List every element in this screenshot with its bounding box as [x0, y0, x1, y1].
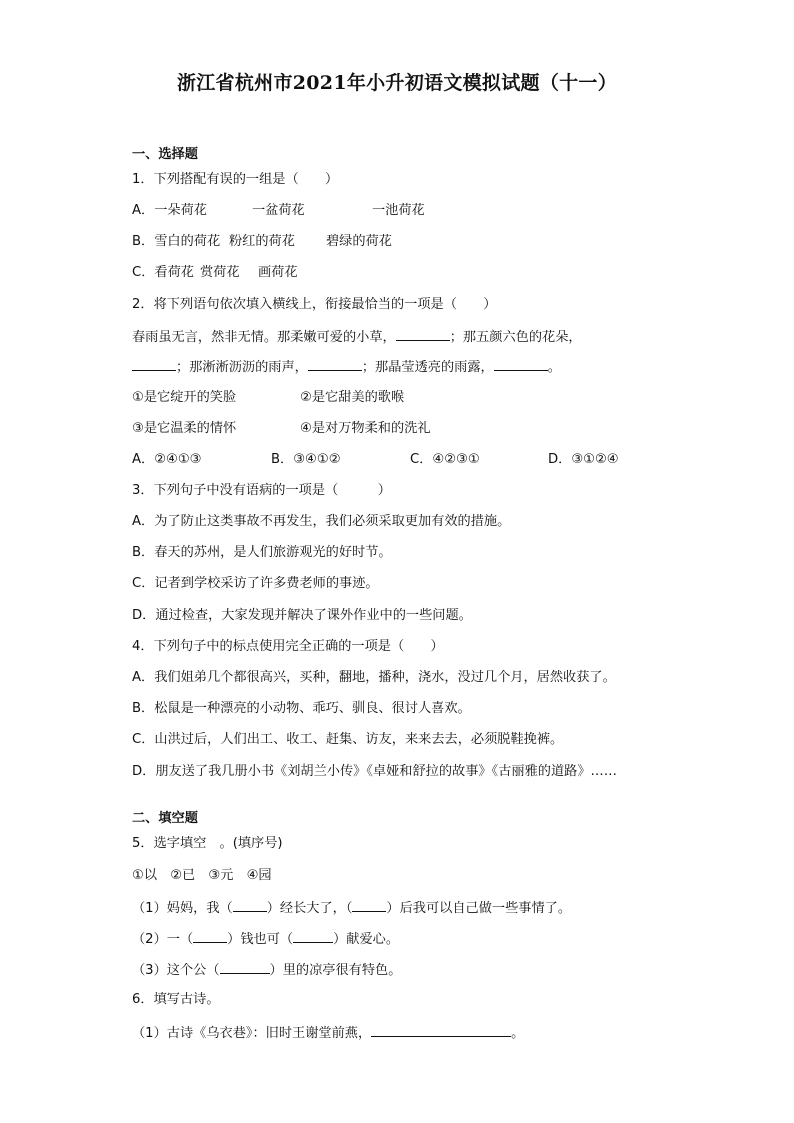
question-5-sentence-1 — [132, 898, 571, 918]
item-1: ①是它绽开的笑脸 — [132, 390, 237, 405]
option-b-item-1: B．雪白的荷花 — [132, 234, 221, 249]
answer-blank[interactable] — [132, 357, 176, 371]
option-c-item-2: 赏荷花 — [200, 265, 240, 280]
sentence-text: ）献爱心。 — [333, 932, 400, 947]
question-3-option-b: B．春天的苏州，是人们旅游观光的好时节。 — [132, 545, 392, 560]
option-a-item-2: 一盆荷花 — [252, 203, 305, 218]
question-3-option-c: C．记者到学校采访了许多费老师的事迹。 — [132, 576, 379, 591]
sentence-text: 。 — [511, 1026, 525, 1041]
question-3-option-a: A．为了防止这类事故不再发生，我们必须采取更加有效的措施。 — [132, 514, 511, 529]
item-4: ④是对万物柔和的洗礼 — [300, 421, 431, 436]
question-5-choices: ①以 ②已 ③元 ④园 — [132, 868, 272, 883]
question-5-stem: 5．选字填空 。(填序号) — [132, 836, 283, 851]
option-d: D．③①②④ — [548, 452, 619, 467]
question-5-sentence-3 — [132, 960, 401, 980]
sentence-text: （1）古诗《乌衣巷》：旧时王谢堂前燕， — [132, 1026, 372, 1041]
option-b-item-2: 粉红的荷花 — [229, 234, 295, 249]
sentence-text: （3）这个公（ — [132, 963, 220, 978]
question-3-option-d: D．通过检查，大家发现并解决了课外作业中的一些问题。 — [132, 608, 472, 623]
option-b-item-3: 碧绿的荷花 — [326, 234, 392, 249]
question-2-passage-line-1 — [132, 327, 582, 347]
passage-text: ；那五颜六色的花朵， — [449, 330, 582, 345]
item-2: ②是它甜美的歌喉 — [300, 390, 405, 405]
item-3: ③是它温柔的情怀 — [132, 421, 237, 436]
page-title: 浙江省杭州市2021年小升初语文模拟试题（十一） — [176, 72, 618, 94]
sentence-text: （1）妈妈，我（ — [132, 901, 233, 916]
option-c-item-3: 画荷花 — [258, 265, 298, 280]
question-4-option-c: C．山洪过后，人们出工、收工、赶集、访友，来来去去，必须脱鞋挽裤。 — [132, 732, 564, 747]
question-1-option-b — [132, 233, 392, 251]
answer-blank[interactable] — [193, 929, 227, 943]
sentence-text: （2）一（ — [132, 932, 194, 947]
section-heading-choice: 一、选择题 — [132, 147, 198, 162]
question-2-passage-line-2 — [132, 357, 561, 377]
passage-text: ；那晶莹透亮的雨露， — [361, 360, 494, 375]
passage-text: 。 — [547, 360, 561, 375]
sentence-text: ）经长大了，（ — [266, 901, 353, 916]
option-a-item-3: 一池荷花 — [372, 203, 425, 218]
question-3-stem: 3．下列句子中没有语病的一项是（ ） — [132, 483, 391, 498]
answer-blank[interactable] — [233, 898, 267, 912]
question-4-option-b: B．松鼠是一种漂亮的小动物、乖巧、驯良、很讨人喜欢。 — [132, 701, 471, 716]
answer-blank[interactable] — [293, 929, 333, 943]
question-2-stem: 2．将下列语句依次填入横线上，衔接最恰当的一项是（ ） — [132, 297, 497, 312]
section-heading-fill: 二、填空题 — [132, 811, 198, 826]
question-1-stem: 1．下列搭配有误的一组是（ ） — [132, 172, 339, 187]
answer-blank[interactable] — [308, 357, 362, 371]
sentence-text: ）后我可以自己做一些事情了。 — [386, 901, 572, 916]
question-2-items-row-1 — [132, 389, 404, 407]
question-4-stem: 4．下列句子中的标点使用完全正确的一项是（ ） — [132, 639, 444, 654]
question-1-option-c — [132, 264, 298, 282]
answer-blank[interactable] — [494, 357, 548, 371]
question-2-items-row-2 — [132, 420, 431, 438]
sentence-text: ）里的凉亭很有特色。 — [269, 963, 402, 978]
question-2-options — [132, 451, 619, 469]
option-a-item-1: A．一朵荷花 — [132, 203, 207, 218]
answer-blank[interactable] — [352, 898, 386, 912]
question-6-sentence-1 — [132, 1023, 524, 1043]
passage-text: 春雨虽无言，然非无情。那柔嫩可爱的小草， — [132, 330, 396, 345]
passage-text: ；那淅淅沥沥的雨声， — [176, 360, 308, 375]
question-4-option-a: A．我们姐弟几个都很高兴，买种，翻地，播种，浇水，没过几个月，居然收获了。 — [132, 670, 616, 685]
question-5-sentence-2 — [132, 929, 399, 949]
option-a: A．②④①③ — [132, 452, 202, 467]
question-1-option-a — [132, 202, 425, 220]
answer-blank[interactable] — [396, 327, 450, 341]
option-b: B．③④①② — [271, 452, 341, 467]
answer-blank[interactable] — [220, 960, 270, 974]
option-c-item-1: C．看荷花 — [132, 265, 194, 280]
sentence-text: ）钱也可（ — [227, 932, 294, 947]
question-4-option-d: D．朋友送了我几册小书《刘胡兰小传》《卓娅和舒拉的故事》《古丽雅的道路》…… — [132, 764, 617, 779]
option-c: C．④②③① — [410, 452, 480, 467]
question-6-stem: 6．填写古诗。 — [132, 992, 220, 1007]
answer-blank[interactable] — [371, 1023, 511, 1037]
